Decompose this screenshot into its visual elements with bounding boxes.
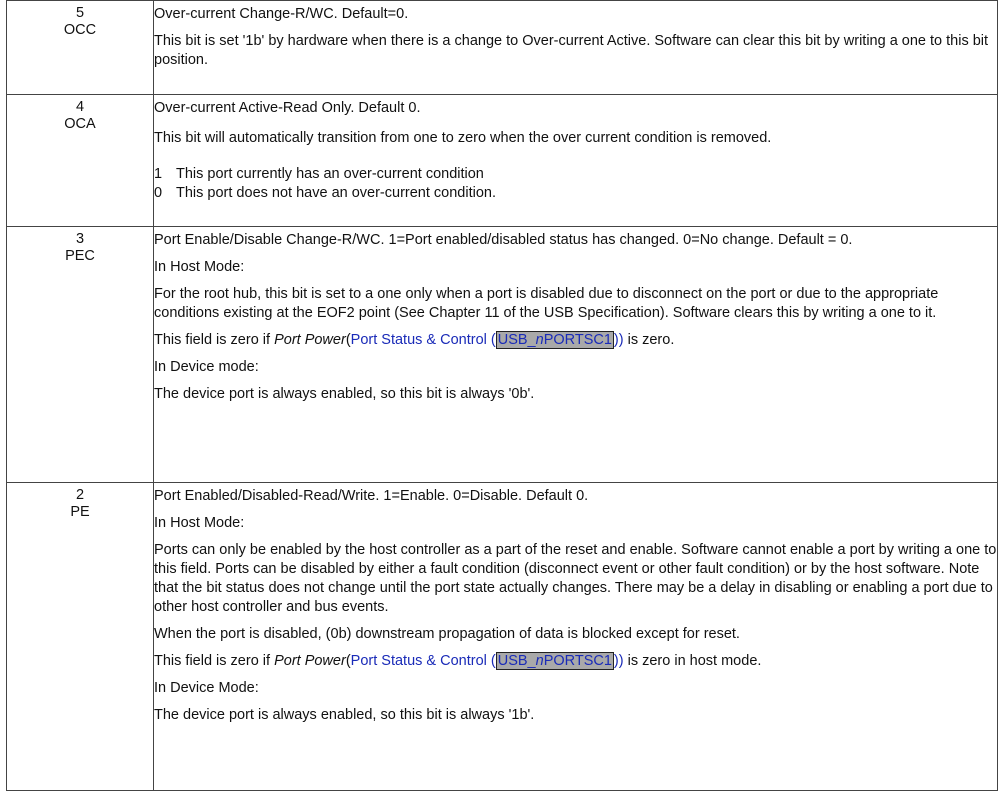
register-index: n (535, 653, 544, 669)
table-row (7, 95, 998, 227)
value-key: 1 (154, 166, 163, 182)
bit-cell (7, 95, 154, 227)
bit-number: 5 (75, 5, 85, 21)
field-title: Over-current Change-R/WC. Default=0. (154, 6, 409, 22)
zero-condition-text (154, 331, 997, 350)
description-text: When the port is disabled, (0b) downstream propagation of data is blocked except for reset. (154, 626, 740, 642)
zero-prefix: This field is zero if (154, 653, 275, 669)
value-description: This port does not have an over-current condition. (176, 185, 496, 201)
port-status-control-link[interactable]: Port Status & Control ( (350, 653, 496, 669)
field-title: Port Enabled/Disabled-Read/Write. 1=Enable. 0=Disable. Default 0. (154, 488, 589, 504)
list-item (154, 184, 997, 203)
bit-cell (7, 483, 154, 791)
description-text: Ports can only be enabled by the host controller as a part of the reset and enable. Software cannot enable a port by writing a one to this field. Ports can be disabled by either a fault condition (disconnect event or other fault condition) or by the host software. Note that the bit status does not change until the port state actually changes. There may be a delay in disabling or enabling a port due to other host controller and bus events. (154, 542, 997, 615)
description-cell (154, 483, 998, 791)
register-ref-link[interactable] (496, 652, 614, 670)
description-text: The device port is always enabled, so this bit is always '1b'. (154, 707, 535, 723)
description-cell (154, 1, 998, 95)
list-item (154, 165, 997, 184)
value-key: 0 (154, 185, 163, 201)
field-name: PE (70, 504, 90, 520)
register-field-table (6, 0, 998, 791)
field-name: PEC (65, 248, 95, 264)
host-mode-heading: In Host Mode: (154, 259, 245, 275)
bit-cell (7, 227, 154, 483)
zero-condition-text (154, 652, 997, 671)
register-ref-link[interactable] (496, 331, 614, 349)
register-prefix: USB_ (497, 332, 536, 348)
bit-number: 3 (75, 231, 85, 247)
register-suffix: PORTSC1 (543, 653, 612, 669)
device-mode-heading: In Device Mode: (154, 680, 259, 696)
port-power-term: Port Power (274, 653, 346, 669)
description-cell (154, 227, 998, 483)
field-title: Over-current Active-Read Only. Default 0. (154, 100, 421, 116)
description-text: This bit will automatically transition from one to zero when the over current condition is removed. (154, 130, 772, 146)
register-prefix: USB_ (497, 653, 536, 669)
paren-close: )) (613, 332, 624, 348)
register-suffix: PORTSC1 (543, 332, 612, 348)
description-text: For the root hub, this bit is set to a one only when a port is disabled due to disconnect on the port or due to the appropriate conditions existing at the EOF2 point (See Chapter 11 of the USB Specification). Software clears this by writing a one to it. (154, 286, 939, 321)
paren-open: ( (345, 332, 351, 348)
host-mode-heading: In Host Mode: (154, 515, 245, 531)
field-name: OCA (64, 116, 96, 132)
description-cell (154, 95, 998, 227)
description-text: The device port is always enabled, so this bit is always '0b'. (154, 386, 535, 402)
register-index: n (535, 332, 544, 348)
zero-prefix: This field is zero if (154, 332, 275, 348)
field-title: Port Enable/Disable Change-R/WC. 1=Port enabled/disabled status has changed. 0=No change. Default = 0. (154, 232, 853, 248)
field-name: OCC (63, 22, 97, 38)
bit-number: 4 (75, 99, 85, 115)
paren-open: ( (345, 653, 351, 669)
device-mode-heading: In Device mode: (154, 359, 259, 375)
description-text: This bit is set '1b' by hardware when there is a change to Over-current Active. Software can clear this bit by writing a one to this bit position. (154, 33, 989, 68)
zero-suffix: is zero in host mode. (623, 653, 762, 669)
bit-number: 2 (75, 487, 85, 503)
table-row (7, 1, 998, 95)
value-description: This port currently has an over-current condition (176, 166, 484, 182)
table-row (7, 227, 998, 483)
port-status-control-link[interactable]: Port Status & Control ( (350, 332, 496, 348)
value-list (154, 165, 997, 203)
port-power-term: Port Power (274, 332, 346, 348)
table-row (7, 483, 998, 791)
zero-suffix: is zero. (623, 332, 675, 348)
paren-close: )) (613, 653, 624, 669)
bit-cell (7, 1, 154, 95)
